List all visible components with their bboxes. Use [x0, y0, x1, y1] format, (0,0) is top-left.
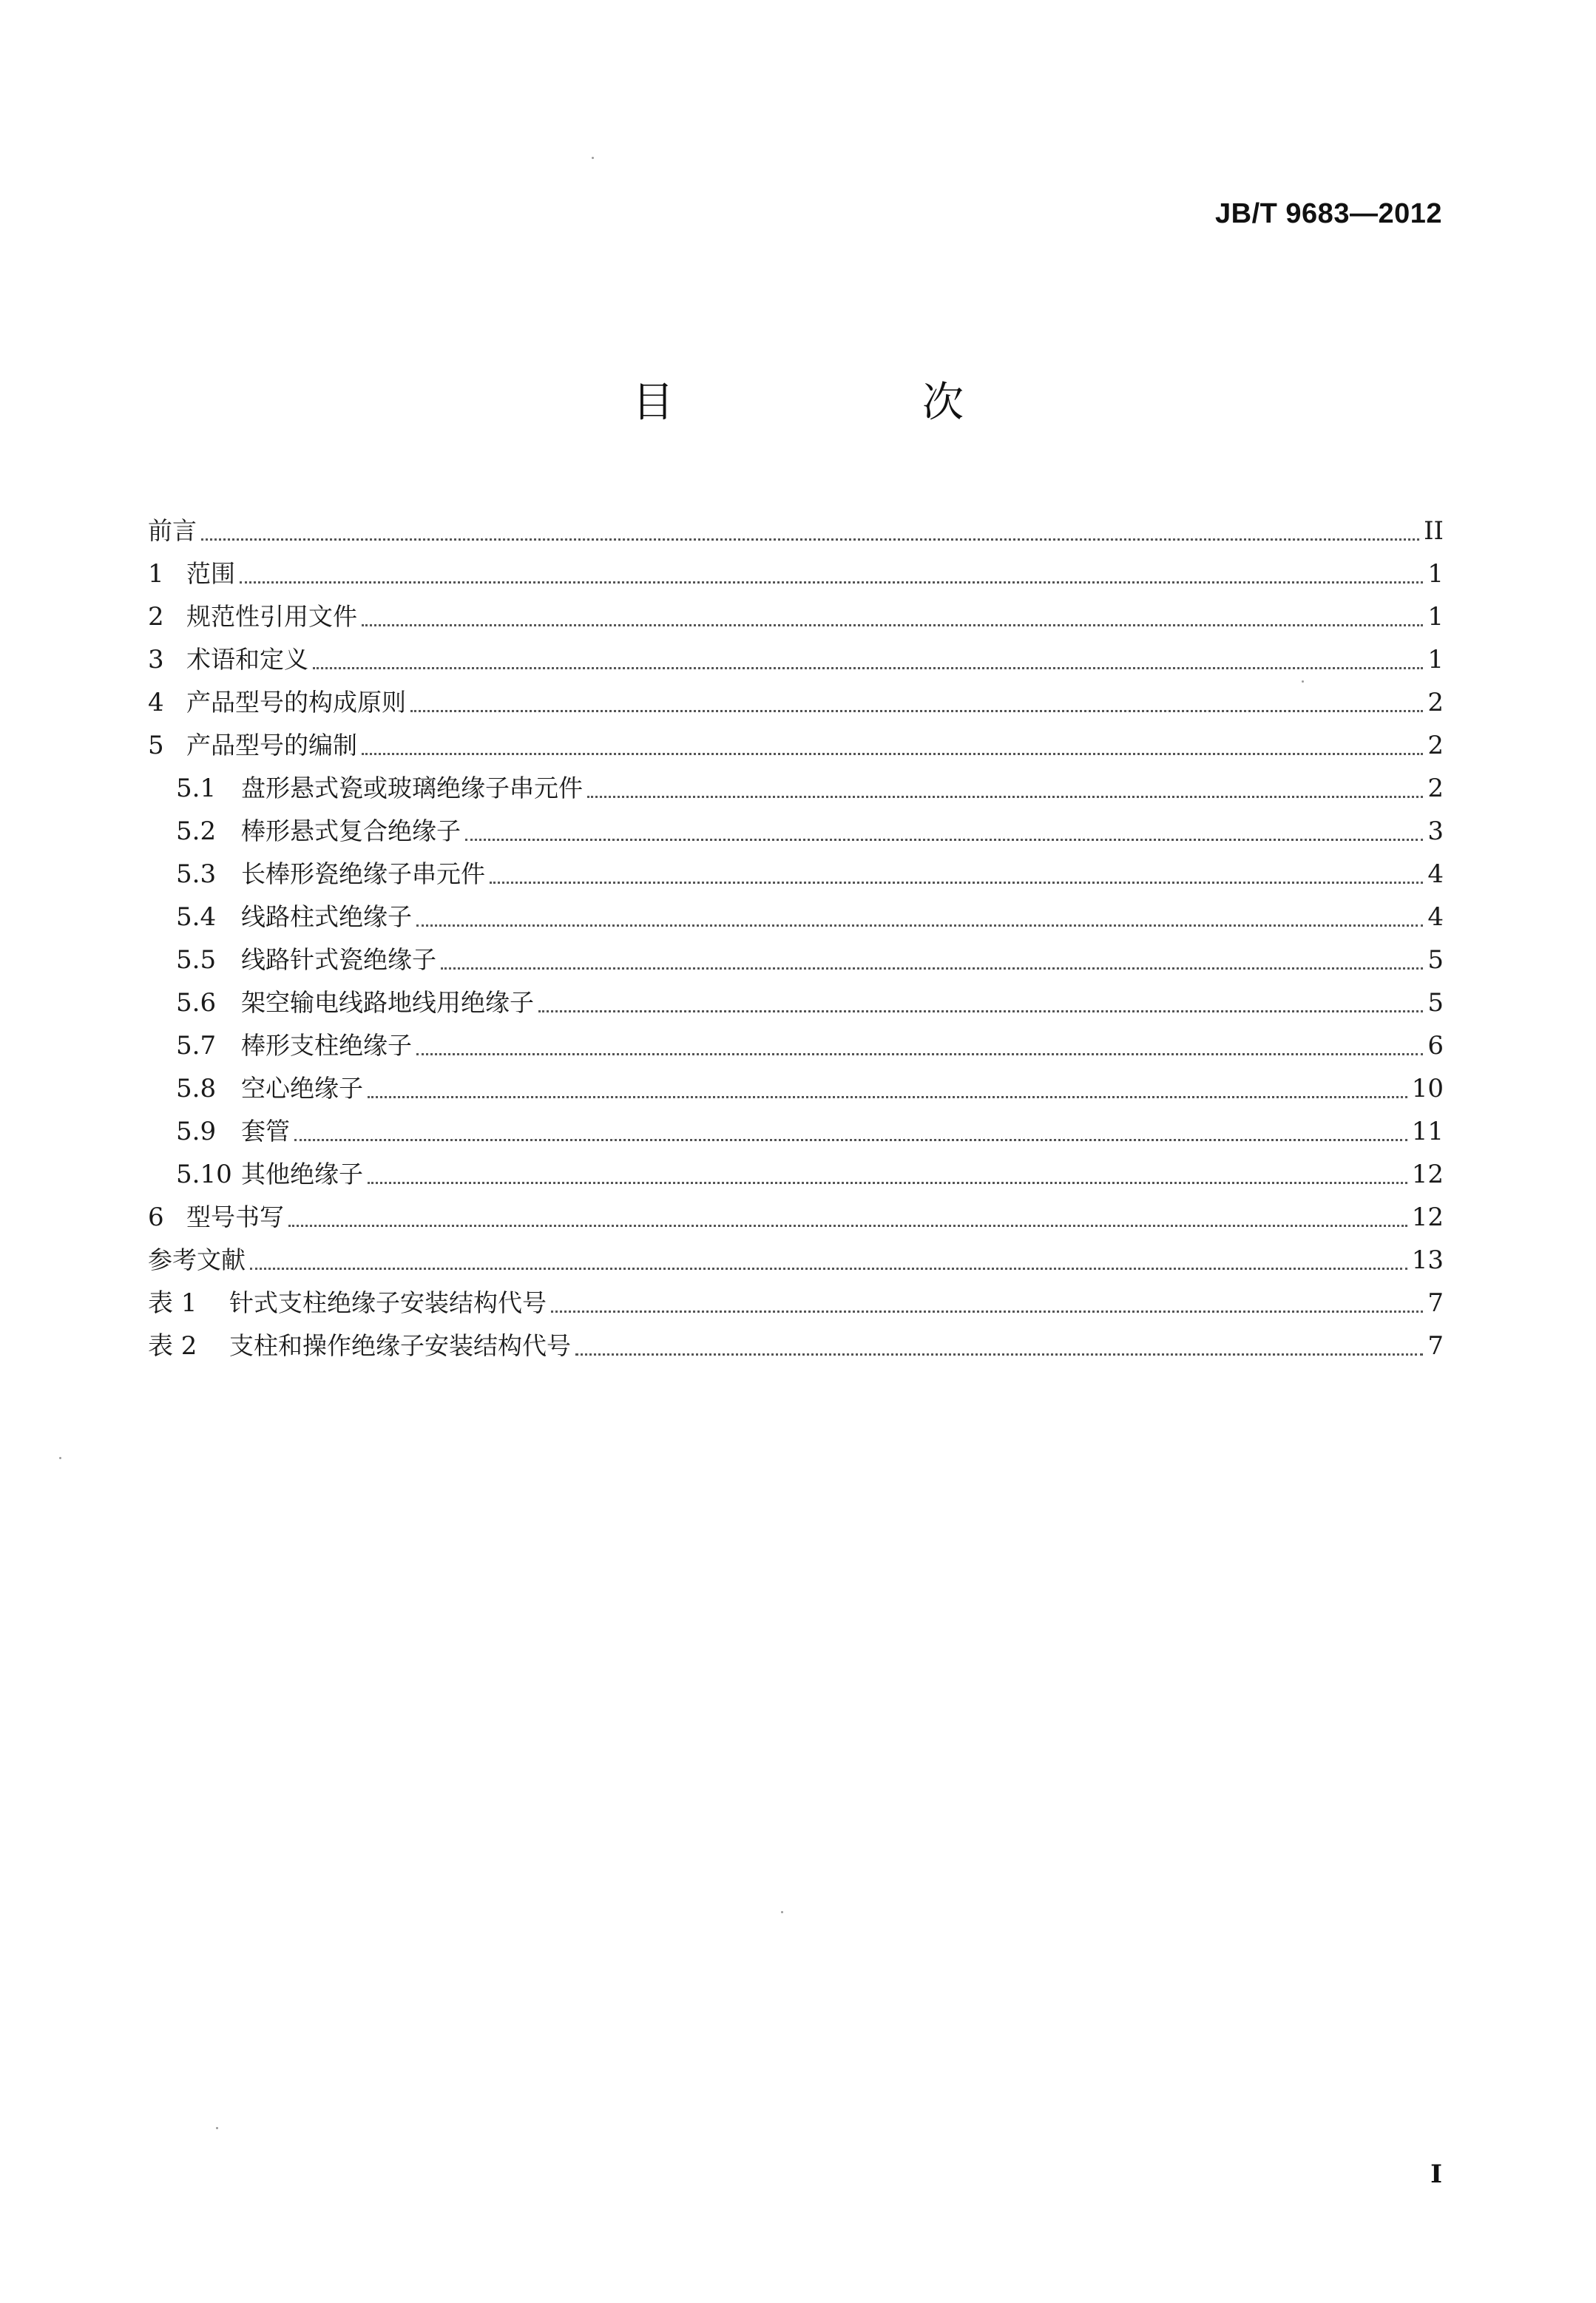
toc-entry-label: 参考文献 — [148, 1245, 246, 1274]
toc-entry[interactable] — [148, 846, 1444, 889]
scan-speck — [1302, 680, 1304, 683]
toc-entry[interactable] — [148, 803, 1444, 846]
toc-entry-number: 2 — [148, 602, 164, 632]
scan-speck — [592, 157, 594, 159]
toc-entry[interactable] — [148, 932, 1444, 975]
toc-entry[interactable] — [148, 1232, 1444, 1275]
toc-entry-number: 4 — [148, 688, 164, 717]
toc-entry-number: 3 — [148, 645, 164, 674]
toc-entry-page: 1 — [1427, 559, 1444, 589]
toc-entry[interactable] — [148, 589, 1444, 632]
toc-entry[interactable] — [148, 674, 1444, 717]
toc-entry[interactable] — [148, 889, 1444, 932]
toc-entry-number: 6 — [148, 1203, 164, 1232]
toc-entry-label: 线路针式瓷绝缘子 — [241, 945, 436, 974]
toc-entry-page: 1 — [1427, 645, 1444, 674]
toc-entry-page: 13 — [1411, 1245, 1444, 1275]
toc-entry-number: 5.1 — [176, 774, 217, 803]
toc-entry[interactable] — [148, 1146, 1444, 1189]
dot-leader — [362, 623, 1423, 626]
toc-entry[interactable] — [148, 760, 1444, 803]
toc-entry-page: 5 — [1427, 945, 1444, 975]
toc-entry-number: 表 1 — [148, 1288, 197, 1318]
toc-entry-label: 棒形悬式复合绝缘子 — [241, 816, 461, 845]
toc-entry-page: 2 — [1427, 774, 1444, 803]
toc-entry-label: 长棒形瓷绝缘子串元件 — [241, 859, 485, 888]
scan-speck — [216, 2127, 218, 2129]
table-of-contents — [148, 503, 1444, 1361]
toc-entry-number: 5.5 — [176, 945, 217, 975]
toc-entry[interactable] — [148, 546, 1444, 589]
dot-leader — [240, 581, 1423, 584]
toc-entry-number: 5.10 — [176, 1160, 232, 1189]
toc-entry-page: 4 — [1427, 902, 1444, 932]
toc-entry-page: 2 — [1427, 731, 1444, 760]
dot-leader — [551, 1310, 1423, 1313]
toc-entry-page: 5 — [1427, 988, 1444, 1018]
toc-entry[interactable] — [148, 717, 1444, 760]
toc-entry[interactable] — [148, 1275, 1444, 1318]
page-title: 目 次 — [632, 379, 1067, 427]
toc-entry-page: II — [1424, 516, 1444, 546]
scan-speck — [59, 1457, 61, 1459]
dot-leader — [587, 795, 1423, 798]
dot-leader — [538, 1010, 1423, 1012]
toc-entry[interactable] — [148, 1189, 1444, 1232]
dot-leader — [575, 1353, 1423, 1356]
toc-entry-page: 2 — [1427, 688, 1444, 717]
page-number: I — [1430, 2160, 1442, 2189]
toc-entry-page: 1 — [1427, 602, 1444, 632]
toc-entry-label: 线路柱式绝缘子 — [241, 902, 412, 931]
dot-leader — [294, 1138, 1407, 1141]
toc-entry-number: 5.9 — [176, 1117, 217, 1146]
dot-leader — [410, 709, 1423, 712]
toc-entry-page: 11 — [1411, 1117, 1444, 1146]
scan-speck — [781, 1911, 783, 1913]
toc-entry[interactable] — [148, 1318, 1444, 1361]
toc-entry-number: 5.7 — [176, 1031, 217, 1061]
toc-entry[interactable] — [148, 632, 1444, 674]
toc-entry-label: 架空输电线路地线用绝缘子 — [241, 988, 534, 1017]
dot-leader — [441, 967, 1423, 970]
dot-leader — [416, 1052, 1423, 1055]
toc-entry-page: 4 — [1427, 859, 1444, 889]
toc-entry-label: 支柱和操作绝缘子安装结构代号 — [229, 1331, 571, 1360]
dot-leader — [362, 752, 1423, 755]
toc-entry-label: 盘形悬式瓷或玻璃绝缘子串元件 — [241, 774, 583, 802]
toc-entry-label: 型号书写 — [186, 1203, 284, 1231]
toc-entry-page: 7 — [1427, 1331, 1444, 1361]
toc-entry-number: 表 2 — [148, 1331, 197, 1361]
toc-entry-label: 其他绝缘子 — [241, 1160, 363, 1188]
toc-entry-label: 套管 — [241, 1117, 290, 1146]
toc-entry-label: 棒形支柱绝缘子 — [241, 1031, 412, 1060]
standard-number: JB/T 9683—2012 — [1215, 198, 1442, 229]
toc-entry-page: 7 — [1427, 1288, 1444, 1318]
toc-entry-number: 5.4 — [176, 902, 217, 932]
toc-entry-number: 5.3 — [176, 859, 217, 889]
dot-leader — [313, 666, 1423, 669]
dot-leader — [250, 1267, 1407, 1270]
toc-entry-page: 3 — [1427, 816, 1444, 846]
toc-entry[interactable] — [148, 1103, 1444, 1146]
toc-entry[interactable] — [148, 1018, 1444, 1061]
toc-entry-label: 前言 — [148, 516, 197, 545]
dot-leader — [465, 838, 1423, 841]
toc-entry-label: 范围 — [186, 559, 235, 588]
toc-entry-label: 针式支柱绝缘子安装结构代号 — [229, 1288, 547, 1317]
toc-entry-label: 术语和定义 — [186, 645, 308, 674]
dot-leader — [288, 1224, 1407, 1227]
toc-entry-label: 规范性引用文件 — [186, 602, 357, 631]
toc-entry-page: 6 — [1427, 1031, 1444, 1061]
toc-entry-number: 5.6 — [176, 988, 217, 1018]
toc-entry[interactable] — [148, 975, 1444, 1018]
toc-entry-page: 12 — [1411, 1203, 1444, 1232]
dot-leader — [490, 881, 1423, 884]
toc-entry-page: 10 — [1411, 1074, 1444, 1103]
toc-entry-label: 空心绝缘子 — [241, 1074, 363, 1103]
toc-entry[interactable] — [148, 503, 1444, 546]
dot-leader — [368, 1095, 1407, 1098]
dot-leader — [201, 538, 1419, 541]
toc-entry-page: 12 — [1411, 1160, 1444, 1189]
toc-entry-label: 产品型号的构成原则 — [186, 688, 406, 717]
dot-leader — [416, 924, 1423, 927]
toc-entry-number: 5 — [148, 731, 164, 760]
toc-entry-number: 5.2 — [176, 816, 217, 846]
toc-entry-number: 1 — [148, 559, 164, 589]
toc-entry-number: 5.8 — [176, 1074, 217, 1103]
dot-leader — [368, 1181, 1407, 1184]
toc-entry-label: 产品型号的编制 — [186, 731, 357, 760]
toc-entry[interactable] — [148, 1061, 1444, 1103]
